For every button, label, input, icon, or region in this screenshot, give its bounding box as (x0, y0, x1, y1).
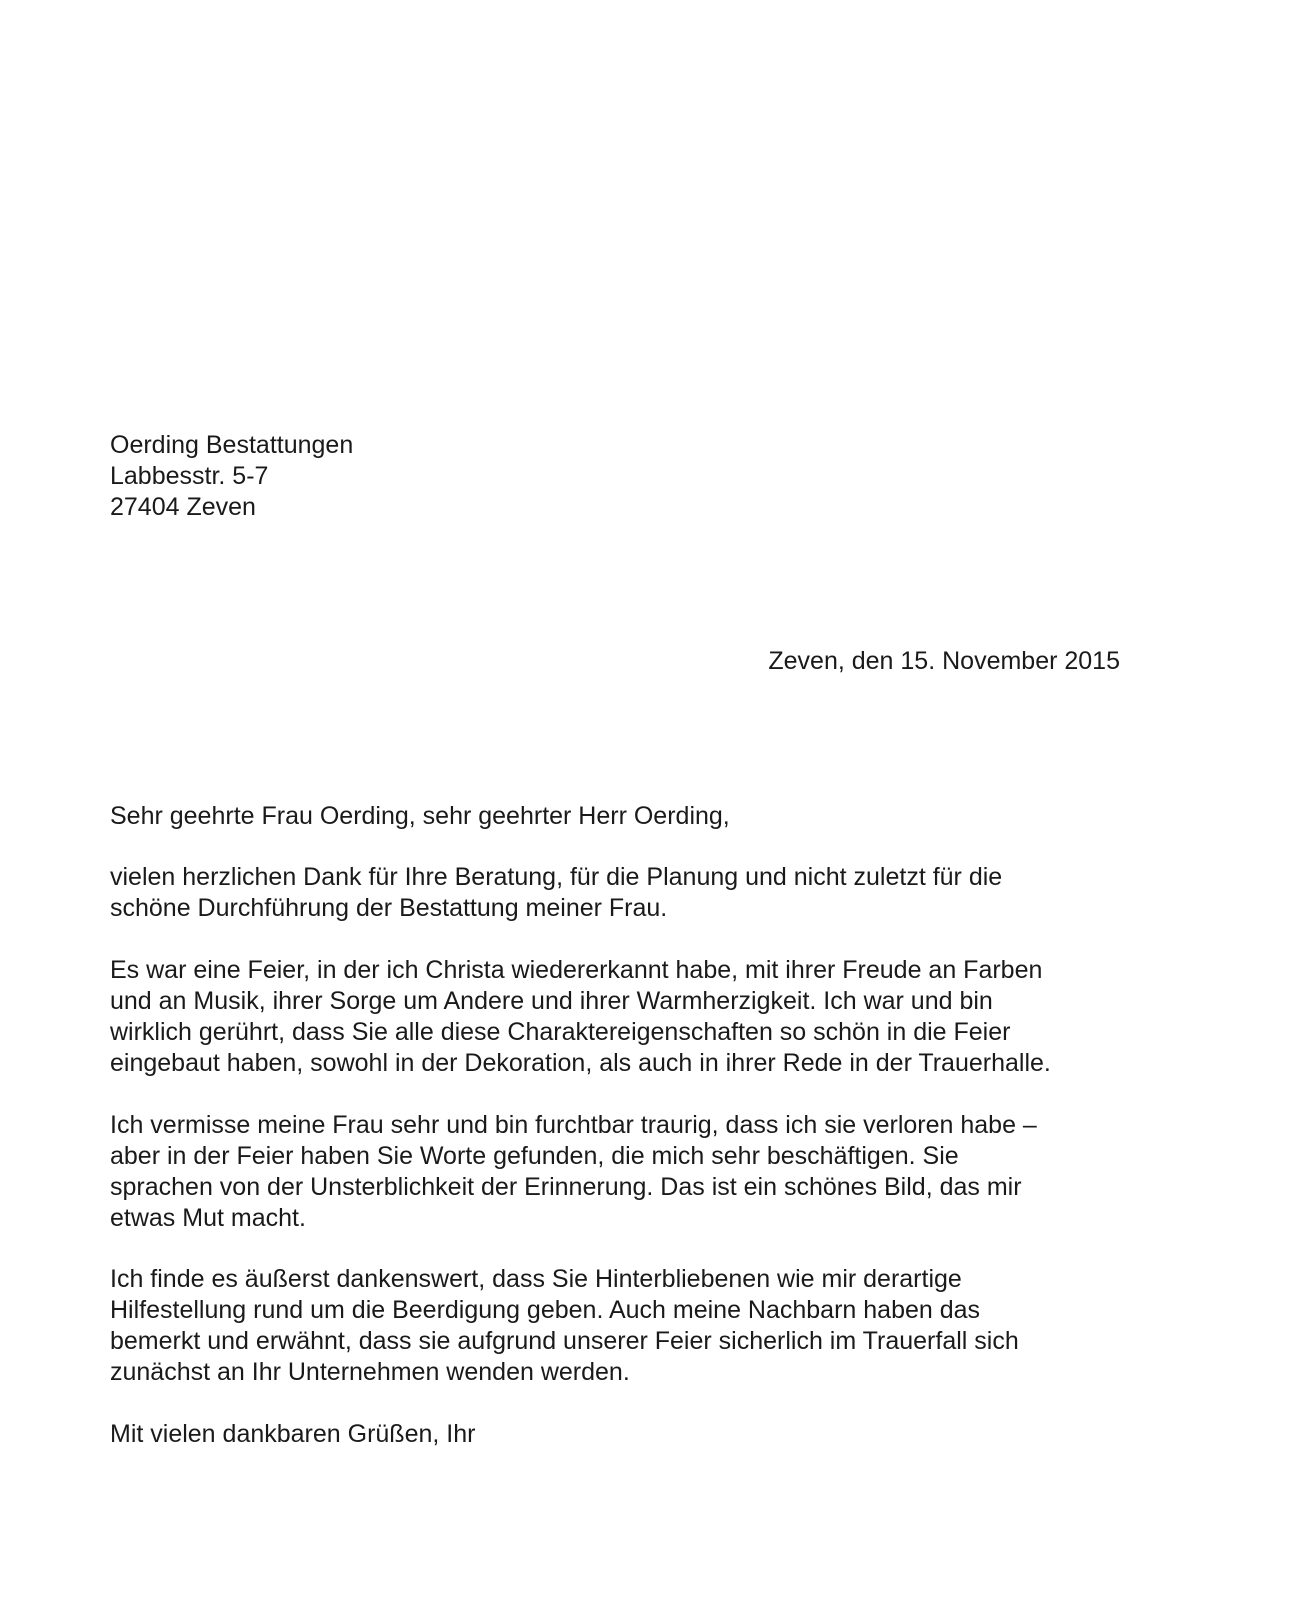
paragraph-line: etwas Mut macht. (110, 1204, 306, 1232)
paragraph-appreciation (110, 1264, 1019, 1388)
paragraph-line: Ich finde es äußerst dankenswert, dass Sie Hinterbliebenen wie mir derartige (110, 1265, 962, 1293)
paragraph-line: wirklich gerührt, dass Sie alle diese Charaktereigenschaften so schön in die Feier (110, 1018, 1011, 1046)
paragraph-line: sprachen von der Unsterblichkeit der Erinnerung. Das ist ein schönes Bild, das mir (110, 1173, 1022, 1201)
paragraph-line: Ich vermisse meine Frau sehr und bin furchtbar traurig, dass ich sie verloren habe – (110, 1111, 1037, 1139)
paragraph-line: Es war eine Feier, in der ich Christa wiedererkannt habe, mit ihrer Freude an Farben (110, 956, 1043, 984)
recipient-company: Oerding Bestattungen (110, 431, 354, 459)
recipient-street: Labbesstr. 5-7 (110, 462, 269, 490)
paragraph-memory (110, 1110, 1037, 1234)
recipient-city: 27404 Zeven (110, 493, 256, 521)
paragraph-line: eingebaut haben, sowohl in der Dekoration, als auch in ihrer Rede in der Trauerhalle. (110, 1049, 1051, 1077)
paragraph-ceremony (110, 955, 1051, 1079)
paragraph-line: bemerkt und erwähnt, dass sie aufgrund unserer Feier sicherlich im Trauerfall sich (110, 1327, 1019, 1355)
paragraph-line: zunächst an Ihr Unternehmen wenden werden. (110, 1358, 630, 1386)
paragraph-line: und an Musik, ihrer Sorge um Andere und ihrer Warmherzigkeit. Ich war und bin (110, 987, 993, 1015)
paragraph-line: vielen herzlichen Dank für Ihre Beratung, für die Planung und nicht zuletzt für die (110, 863, 1003, 891)
paragraph-line: Hilfestellung rund um die Beerdigung geben. Auch meine Nachbarn haben das (110, 1296, 981, 1324)
paragraph-thanks (110, 862, 1002, 924)
letter-date: Zeven, den 15. November 2015 (768, 647, 1120, 675)
salutation: Sehr geehrte Frau Oerding, sehr geehrter Herr Oerding, (110, 802, 730, 830)
closing-line: Mit vielen dankbaren Grüßen, Ihr (110, 1420, 476, 1448)
paragraph-line: aber in der Feier haben Sie Worte gefunden, die mich sehr beschäftigen. Sie (110, 1142, 959, 1170)
recipient-address (110, 430, 353, 523)
paragraph-line: schöne Durchführung der Bestattung meiner Frau. (110, 894, 668, 922)
